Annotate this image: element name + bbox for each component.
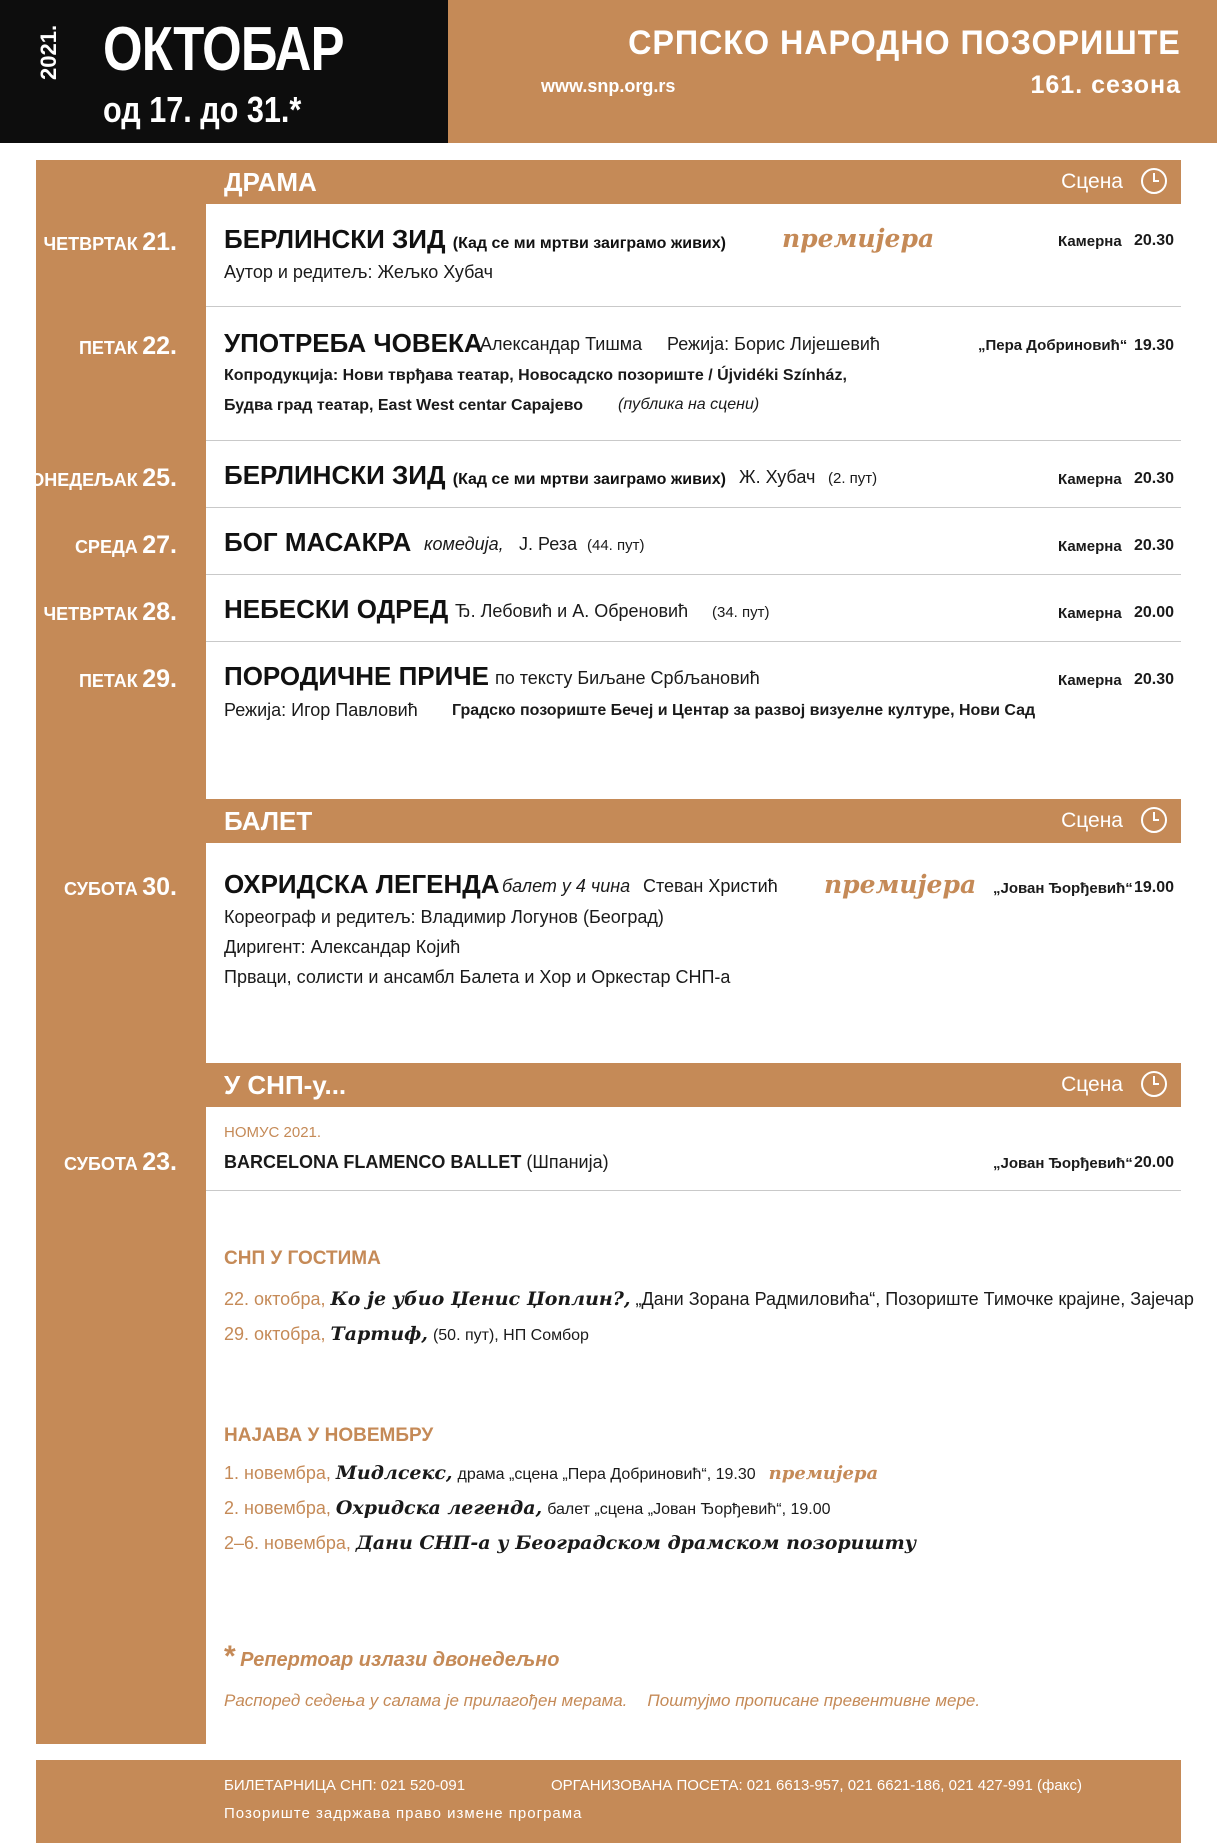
event-time: 20.30 (1134, 537, 1175, 554)
event-venue: Камерна (1058, 538, 1122, 555)
event-count: (44. пут) (587, 537, 645, 554)
event-coproduction: Копродукција: Нови тврђава театар, Новосадско позориште / Újvidéki Színház, (224, 367, 847, 384)
event-time: 20.30 (1134, 671, 1175, 688)
event-choreographer: Кореограф и редитељ: Владимир Логунов (Београд) (224, 907, 664, 927)
event-title: ОХРИДСКА ЛЕГЕНДА (224, 869, 500, 899)
event-director: Режија: Игор Павловић (224, 700, 418, 720)
event-day: ПОНЕДЕЉАК 25. (17, 464, 177, 492)
event-title: УПОТРЕБА ЧОВЕКА (224, 328, 483, 358)
event-day: СРЕДА 27. (74, 531, 177, 559)
box-office-phone: БИЛЕТАРНИЦА СНП: 021 520-091 (224, 1777, 466, 1794)
row-divider (206, 507, 1181, 508)
header-year: 2021. (36, 24, 61, 80)
event-count: (34. пут) (712, 604, 770, 621)
clock-icon (1141, 168, 1167, 194)
november-heading: НАЈАВА У НОВЕМБРУ (224, 1425, 434, 1446)
scene-label: Сцена (1061, 170, 1123, 193)
event-time: 20.00 (1134, 1154, 1175, 1171)
season-label: 161. сезона (1030, 71, 1181, 99)
footer-disclaimer: Позориште задржава право измене програма (224, 1805, 583, 1822)
guest-heading: СНП У ГОСТИМА (224, 1248, 381, 1269)
event-note: (публика на сцени) (618, 396, 760, 413)
event-title: БЕРЛИНСКИ ЗИД (Кад се ми мртви заиграмо живих) (224, 460, 726, 490)
section-title: У СНП-у... (224, 1070, 347, 1100)
scene-label: Сцена (1061, 1073, 1123, 1096)
day-column (36, 160, 206, 1744)
event-genre: балет у 4 чина (502, 876, 631, 896)
safety-note: Распоред седења у салама је прилагођен мерама. Поштујмо прописане превентивне мере. (224, 1691, 981, 1710)
premiere-label: премијера (824, 870, 977, 899)
event-conductor: Диригент: Александар Којић (224, 937, 461, 957)
event-venue: „Пера Добриновић“ (978, 337, 1128, 354)
event-time: 19.30 (1134, 337, 1175, 354)
header-date-range: од 17. до 31.* (103, 89, 302, 130)
event-venue: „Јован Ђорђевић“ (993, 1155, 1133, 1172)
row-divider (206, 641, 1181, 642)
event-title: BARCELONA FLAMENCO BALLET (Шпанија) (224, 1152, 609, 1172)
organized-visit-phone: ОРГАНИЗОВАНА ПОСЕТА: 021 6613-957, 021 6621-186, 021 427-991 (факс) (551, 1777, 1082, 1794)
event-coproduction-2: Будва град театар, East West centar Сарајево (224, 397, 584, 414)
event-time: 20.30 (1134, 232, 1175, 249)
row-divider (206, 1190, 1181, 1191)
row-divider (206, 306, 1181, 307)
november-item: 2. новембра, Охридска легенда, балет „сцена „Јован Ђорђевић“, 19.00 (224, 1497, 831, 1519)
event-author: Ж. Хубач (739, 467, 816, 487)
event-venue: „Јован Ђорђевић“ (993, 880, 1133, 897)
event-day: ЧЕТВРТАК 28. (43, 598, 177, 626)
november-item: 2–6. новембра, Дани СНП-а у Београдском драмском позоришту (224, 1532, 917, 1554)
row-divider (206, 574, 1181, 575)
event-genre: комедија, (424, 534, 504, 554)
premiere-label: премијера (782, 224, 935, 253)
event-time: 20.30 (1134, 470, 1175, 487)
event-venue: Камерна (1058, 672, 1122, 689)
event-title: НЕБЕСКИ ОДРЕД (224, 594, 449, 624)
biweekly-note: * Репертоар излази двонедељно (224, 1640, 560, 1673)
event-day: ПЕТАК 29. (78, 665, 177, 693)
event-ensemble: Прваци, солисти и ансамбл Балета и Хор и Оркестар СНП-а (224, 967, 731, 987)
event-time: 20.00 (1134, 604, 1175, 621)
event-author: по тексту Биљане Србљановић (495, 668, 760, 688)
event-title: ПОРОДИЧНЕ ПРИЧЕ (224, 661, 489, 691)
event-producer: Градско позориште Бечеј и Центар за развој визуелне културе, Нови Сад (452, 702, 1036, 719)
event-day: СУБОТА 30. (64, 873, 177, 901)
event-day: ПЕТАК 22. (78, 332, 177, 360)
event-count: (2. пут) (828, 470, 878, 487)
event-author: Александар Тишма (480, 334, 643, 354)
event-title: БЕРЛИНСКИ ЗИД (Кад се ми мртви заиграмо живих) (224, 224, 726, 254)
header-month: ОКТОБАР (103, 15, 344, 84)
event-venue: Камерна (1058, 233, 1122, 250)
row-divider (206, 440, 1181, 441)
event-director: Режија: Борис Лијешевић (667, 334, 880, 354)
section-ballet (206, 799, 1181, 843)
footer-bar (36, 1760, 1181, 1843)
section-snp (206, 1063, 1181, 1107)
clock-icon (1141, 1071, 1167, 1097)
event-title: БОГ МАСАКРА (224, 527, 412, 557)
event-day: ЧЕТВРТАК 21. (43, 228, 177, 256)
event-day: СУБОТА 23. (64, 1148, 177, 1176)
festival-label: НОМУС 2021. (224, 1124, 322, 1141)
website-link[interactable]: www.snp.org.rs (541, 76, 676, 96)
event-venue: Камерна (1058, 605, 1122, 622)
event-author: Стеван Христић (643, 876, 778, 896)
section-title: ДРАМА (224, 167, 317, 197)
section-title: БАЛЕТ (224, 806, 313, 836)
guest-item: 29. октобра, Тартиф, (50. пут), НП Сомбор (224, 1323, 589, 1345)
november-item: 1. новембра, Мидлсекс, драма „сцена „Пера Добриновић“, 19.30 премијера (224, 1462, 879, 1484)
event-author: Ђ. Лебовић и А. Обреновић (455, 601, 689, 621)
clock-icon (1141, 807, 1167, 833)
guest-item: 22. октобра, Ко је убио Џенис Џоплин?, „Дани Зорана Радмиловића“, Позориште Тимочке крајине, Зајечар (224, 1288, 1194, 1310)
scene-label: Сцена (1061, 809, 1123, 832)
theatre-name: СРПСКО НАРОДНО ПОЗОРИШТЕ (628, 24, 1181, 62)
event-time: 19.00 (1134, 879, 1175, 896)
section-drama (206, 160, 1181, 204)
event-author: Ј. Реза (519, 534, 578, 554)
event-venue: Камерна (1058, 471, 1122, 488)
event-credit: Аутор и редитељ: Жељко Хубач (224, 262, 493, 282)
